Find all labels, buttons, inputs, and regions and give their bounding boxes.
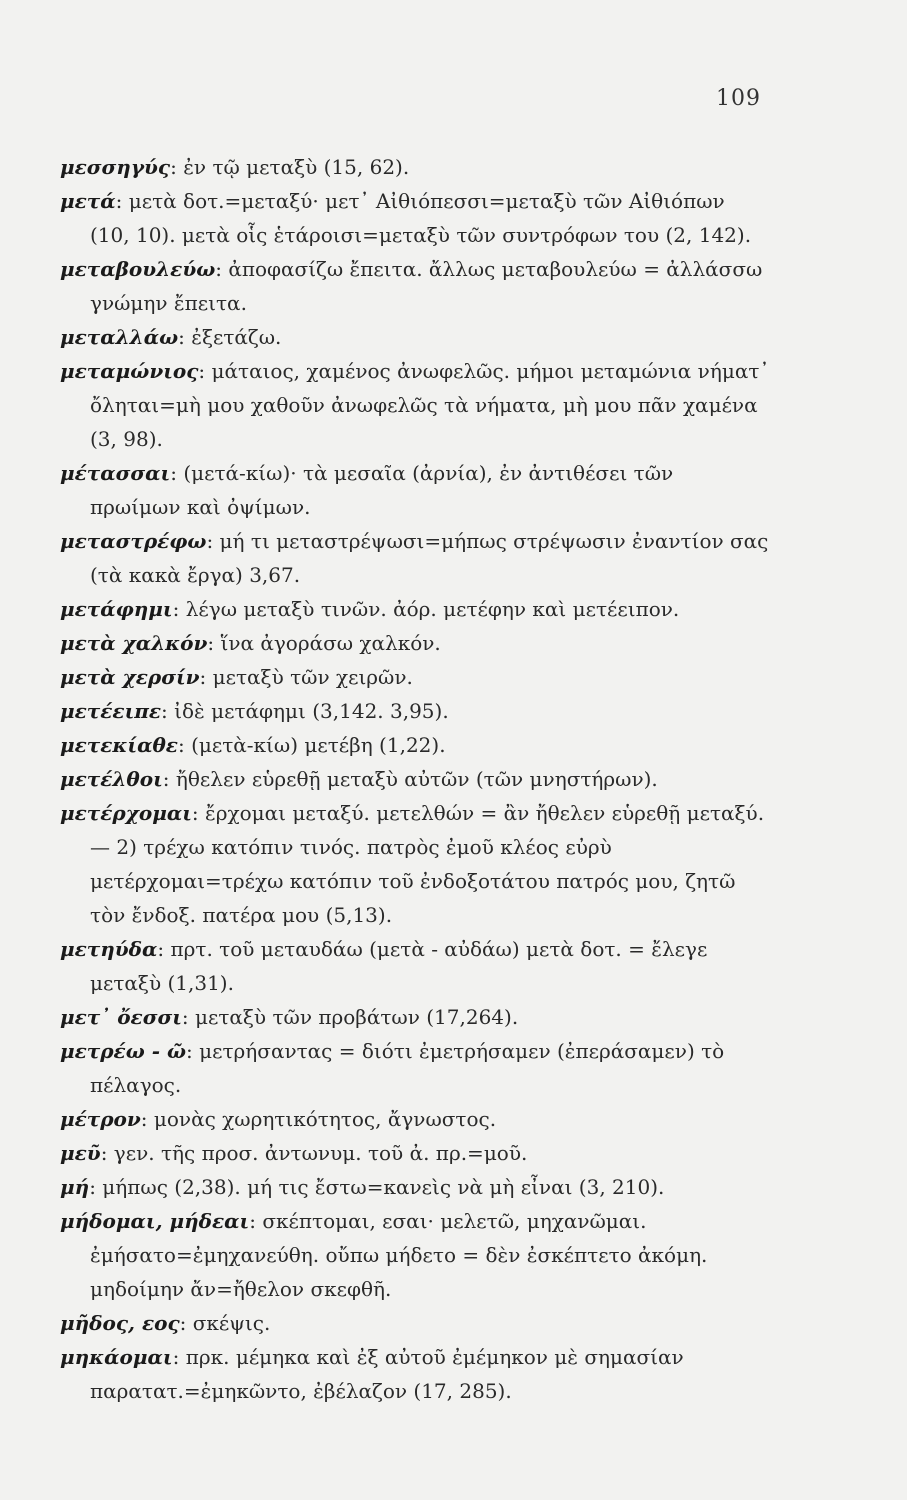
- dictionary-entry: [60, 184, 770, 252]
- dictionary-entry: [60, 762, 770, 796]
- entry-definition: : σκέπτομαι, εσαι· μελετῶ, μηχανῶμαι. ἐμήσατο=ἐμηχανεύθη. οὔπω μήδετο = δὲν ἐσκέπτετο ἀκόμη. μηδοίμην ἄν=ἤθελον σκεφθῆ.: [90, 1209, 708, 1301]
- entry-definition: : ἰδὲ μετάφημι (3,142. 3,95).: [161, 699, 449, 723]
- entry-lemma: μέτασσαι: [60, 461, 171, 485]
- entry-lemma: μεταμώνιος: [60, 359, 199, 383]
- entry-lemma: μεῦ: [60, 1141, 101, 1165]
- entry-definition: : (μετὰ-κίω) μετέβη (1,22).: [177, 733, 446, 757]
- entry-lemma: μετέειπε: [60, 699, 162, 723]
- entry-lemma: μήδομαι, μήδεαι: [60, 1209, 250, 1233]
- entry-lemma: μεσσηγύς: [60, 155, 171, 179]
- entry-definition: : (μετά-κίω)· τὰ μεσαῖα (ἀρνία), ἐν ἀντιθέσει τῶν πρωίμων καὶ ὀψίμων.: [90, 461, 674, 519]
- dictionary-entry: [60, 354, 770, 456]
- entry-lemma: μεταστρέφω: [60, 529, 207, 553]
- entry-definition: : ἐξετάζω.: [178, 325, 282, 349]
- entry-definition: : σκέψις.: [179, 1311, 271, 1335]
- entry-lemma: μετέλθοι: [60, 767, 163, 791]
- dictionary-entry: [60, 592, 770, 626]
- dictionary-entry: [60, 626, 770, 660]
- dictionary-entry: [60, 1204, 770, 1306]
- entry-definition: : ἔρχομαι μεταξύ. μετελθών = ἂν ἤθελεν εὑρεθῇ μεταξύ. — 2) τρέχω κατόπιν τινός. πατρὸς ἐμοῦ κλέος εὐρὺ μετέρχομαι=τρέχω κατόπιν τοῦ ἐνδοξοτάτου πατρός μου, ζητῶ τὸν ἔνδοξ. πατέρα μου (5,13).: [90, 801, 765, 927]
- dictionary-entry: [60, 660, 770, 694]
- dictionary-entry: [60, 456, 770, 524]
- entry-lemma: μετηύδα: [60, 937, 158, 961]
- entry-lemma: μεταβουλεύω: [60, 257, 216, 281]
- entry-definition: : μετὰ δοτ.=μεταξύ· μετ᾽ Αἰθιόπεσσι=μεταξὺ τῶν Αἰθιόπων (10, 10). μετὰ οἷς ἑτάροισι=μεταξὺ τῶν συντρόφων του (2, 142).: [90, 189, 752, 247]
- dictionary-entry: [60, 932, 770, 1000]
- entry-lemma: μή: [60, 1175, 90, 1199]
- entry-definition: : μεταξὺ τῶν προβάτων (17,264).: [181, 1005, 519, 1029]
- entry-list: [60, 150, 770, 1408]
- dictionary-entry: [60, 1102, 770, 1136]
- entry-lemma: μετάφημι: [60, 597, 173, 621]
- page-number: 109: [716, 86, 761, 111]
- entry-lemma: μετ᾽ ὄεσσι: [60, 1005, 182, 1029]
- entry-lemma: μετὰ χαλκόν: [60, 631, 208, 655]
- dictionary-entry: [60, 1136, 770, 1170]
- dictionary-entry: [60, 796, 770, 932]
- entry-definition: : πρκ. μέμηκα καὶ ἐξ αὐτοῦ ἐμέμηκον μὲ σημασίαν παρατατ.=ἐμηκῶντο, ἐβέλαζον (17, 285).: [90, 1345, 684, 1403]
- entry-definition: : ἀποφασίζω ἔπειτα. ἄλλως μεταβουλεύω = ἀλλάσσω γνώμην ἔπειτα.: [90, 257, 763, 315]
- entry-definition: : μήπως (2,38). μή τις ἔστω=κανεὶς νὰ μὴ εἶναι (3, 210).: [89, 1175, 665, 1199]
- dictionary-entry: [60, 524, 770, 592]
- entry-definition: : μετρήσαντας = διότι ἐμετρήσαμεν (ἐπεράσαμεν) τὸ πέλαγος.: [90, 1039, 725, 1097]
- dictionary-entry: [60, 694, 770, 728]
- entry-definition: : λέγω μεταξὺ τινῶν. ἀόρ. μετέφην καὶ μετέειπον.: [172, 597, 680, 621]
- dictionary-entry: [60, 1170, 770, 1204]
- entry-definition: : μάταιος, χαμένος ἀνωφελῶς. μήμοι μεταμώνια νήματ᾽ ὄληται=μὴ μου χαθοῦν ἀνωφελῶς τὰ νήματα, μὴ μου πᾶν χαμένα (3, 98).: [90, 359, 770, 451]
- entry-lemma: μεταλλάω: [60, 325, 179, 349]
- entry-lemma: μετὰ χερσίν: [60, 665, 200, 689]
- entry-lemma: μετρέω - ῶ: [60, 1039, 187, 1063]
- entry-definition: : ἤθελεν εὑρεθῇ μεταξὺ αὐτῶν (τῶν μνηστήρων).: [162, 767, 658, 791]
- entry-lemma: μετεκίαθε: [60, 733, 178, 757]
- entry-definition: : πρτ. τοῦ μεταυδάω (μετὰ - αὐδάω) μετὰ δοτ. = ἔλεγε μεταξὺ (1,31).: [90, 937, 708, 995]
- dictionary-entry: [60, 320, 770, 354]
- dictionary-entry: [60, 1340, 770, 1408]
- dictionary-entry: [60, 1034, 770, 1102]
- dictionary-entry: [60, 1000, 770, 1034]
- entry-lemma: μηκάομαι: [60, 1345, 173, 1369]
- entry-definition: : μή τι μεταστρέψωσι=μήπως στρέψωσιν ἐναντίον σας (τὰ κακὰ ἔργα) 3,67.: [90, 529, 769, 587]
- entry-lemma: μετά: [60, 189, 116, 213]
- entry-definition: : μονὰς χωρητικότητος, ἄγνωστος.: [140, 1107, 497, 1131]
- dictionary-entry: [60, 150, 770, 184]
- entry-lemma: μετέρχομαι: [60, 801, 192, 825]
- dictionary-entry: [60, 1306, 770, 1340]
- entry-lemma: μέτρον: [60, 1107, 141, 1131]
- dictionary-entry: [60, 252, 770, 320]
- entry-definition: : γεν. τῆς προσ. ἀντωνυμ. τοῦ ἀ. πρ.=μοῦ.: [100, 1141, 528, 1165]
- entry-definition: : ἵνα ἀγοράσω χαλκόν.: [207, 631, 441, 655]
- entry-definition: : μεταξὺ τῶν χειρῶν.: [199, 665, 413, 689]
- entry-lemma: μῆδος, εος: [60, 1311, 180, 1335]
- entry-definition: : ἐν τῷ μεταξὺ (15, 62).: [170, 155, 410, 179]
- dictionary-entry: [60, 728, 770, 762]
